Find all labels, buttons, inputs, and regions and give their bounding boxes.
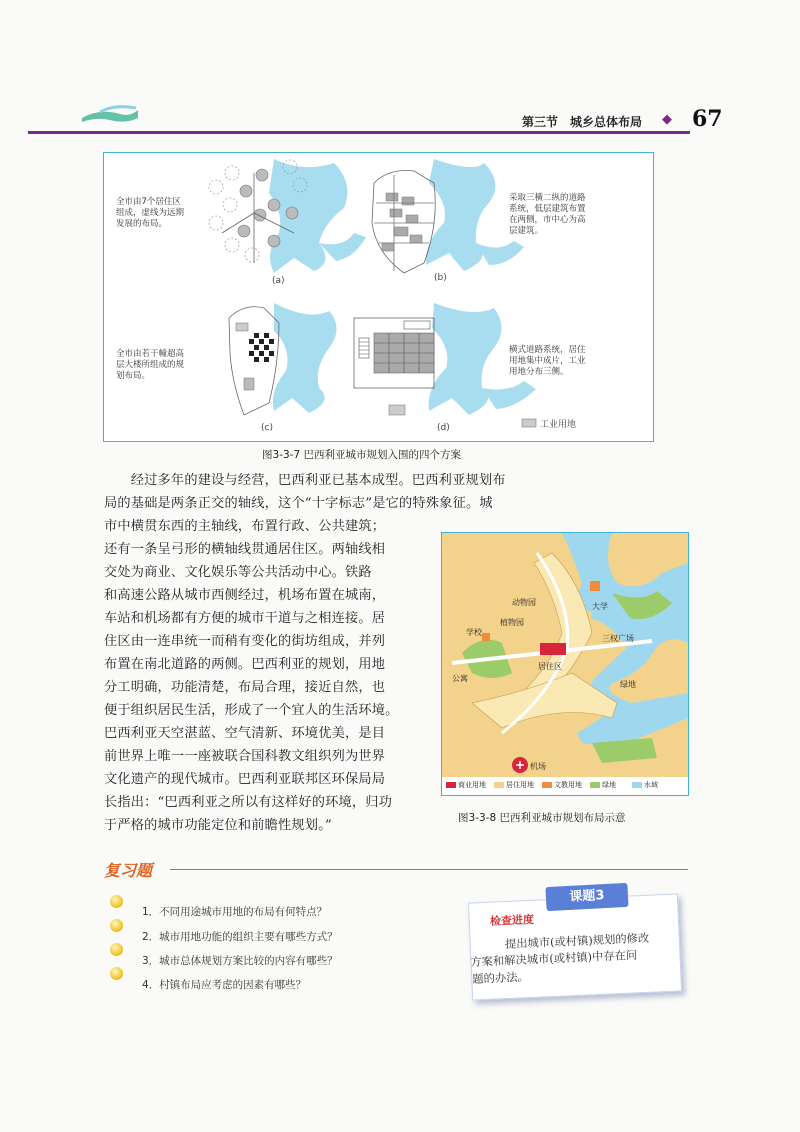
legend-swatch [446, 782, 456, 788]
plan-a [209, 159, 366, 273]
paragraph-line: 便于组织居民生活，形成了一个宜人的生活环境。 [104, 703, 399, 718]
map-label-airport: 机场 [530, 762, 546, 771]
map-label-botanic: 植物园 [500, 618, 524, 627]
task-line: 提出城市(或村镇)规划的修改 [482, 931, 650, 952]
header-decoration [80, 104, 140, 126]
map-label-school: 学校 [466, 628, 482, 637]
figure-four-plans [103, 152, 654, 442]
map-label-residential: 居住区 [538, 662, 562, 671]
task-line: 方案和解决城市(或村镇)中存在问 [470, 948, 638, 969]
legend-swatch [494, 782, 504, 788]
plan-c-note: 全市由若干幢超高 层大楼所组成的规 划布局。 [116, 349, 185, 381]
map-label-zoo: 动物园 [512, 598, 536, 607]
paragraph-line: 于严格的城市功能定位和前瞻性规划。” [104, 818, 332, 833]
paragraph-line: 局的基础是两条正交的轴线，这个“十字标志”是它的特殊象征。城 [104, 496, 493, 511]
review-question: 4．村镇布局应考虑的因素有哪些？ [142, 979, 307, 991]
paragraph-line: 分工明确，功能清楚，布局合理，接近自然，也 [104, 680, 386, 695]
bullet-icon [110, 967, 123, 980]
task-heading: 检查进度 [489, 913, 535, 928]
legend-swatch [632, 782, 642, 788]
page-number: 67 [692, 106, 723, 132]
review-rule [170, 869, 688, 870]
paragraph-line: 车站和机场都有方便的城市干道与之相连接。居 [104, 611, 386, 626]
plan-d-note: 横式道路系统，居住 用地集中成片，工业 用地分布三侧。 [509, 345, 586, 377]
map-label-university: 大学 [592, 602, 608, 611]
paragraph-line: 交处为商业、文化娱乐等公共活动中心。铁路 [104, 565, 372, 580]
map-label-expo: 三权广场 [602, 634, 634, 643]
industrial-legend-swatch [522, 419, 536, 427]
plan-c-label: (c) [261, 423, 273, 433]
task-tab: 课题3 [545, 883, 628, 911]
figure2-caption: 图3-3-8 巴西利亚城市规划布局示意 [458, 812, 626, 824]
paragraph-line: 长指出：“巴西利亚之所以有这样好的环境，归功 [104, 795, 393, 810]
review-title: 复习题 [104, 861, 153, 880]
figure1-caption: 图3-3-7 巴西利亚城市规划入围的四个方案 [262, 449, 461, 461]
map-legend [442, 777, 688, 795]
map-drawing [442, 533, 688, 795]
plan-d-label: (d) [437, 423, 450, 433]
paragraph-line: 和高速公路从城市西侧经过，机场布置在城南， [104, 588, 386, 603]
paragraph-line: 巴西利亚天空湛蓝、空气清新、环境优美，是目 [104, 726, 386, 741]
legend-swatch [542, 782, 552, 788]
paragraph-line: 前世界上唯一一座被联合国科教文组织列为世界 [104, 749, 386, 764]
paragraph-line: 文化遗产的现代城市。巴西利亚联邦区环保局局 [104, 772, 386, 787]
legend-label: 水域 [644, 781, 658, 789]
map-label-terrace: 公寓 [452, 674, 468, 683]
plan-a-note: 全市由7个居住区 组成，虚线为远期 发展的布局。 [116, 197, 185, 229]
plan-c [229, 303, 337, 415]
task-line: 题的办法。 [472, 970, 530, 986]
review-question: 3．城市总体规划方案比较的内容有哪些？ [142, 955, 338, 967]
plan-b-label: (b) [434, 273, 447, 283]
legend-label: 居住用地 [506, 781, 534, 789]
paragraph-line: 还有一条呈弓形的横轴线贯通居住区。两轴线相 [104, 542, 386, 557]
industrial-legend-label: 工业用地 [540, 420, 577, 430]
header-rule [28, 131, 690, 134]
bullet-icon [110, 943, 123, 956]
section-title: 第三节 城乡总体布局 [522, 115, 643, 129]
review-question: 2．城市用地功能的组织主要有哪些方式？ [142, 931, 338, 943]
legend-label: 文教用地 [554, 781, 582, 789]
bullet-icon [110, 919, 123, 932]
paragraph-line: 市中横贯东西的主轴线，布置行政、公共建筑； [104, 519, 386, 534]
paragraph-line: 经过多年的建设与经营，巴西利亚已基本成型。巴西利亚规划布 [104, 473, 506, 488]
paragraph-line: 住区由一连串统一而稍有变化的街坊组成，并列 [104, 634, 386, 649]
bullet-icon [110, 895, 123, 908]
brasilia-plan-map [441, 532, 689, 796]
legend-label: 绿地 [602, 781, 616, 789]
map-label-green: 绿地 [620, 680, 636, 689]
plan-b [372, 159, 524, 273]
plan-b-note: 采取三横二纵的道路 系统，低层建筑布置 在两侧，市中心为高 层建筑。 [509, 193, 586, 236]
plan-a-label: (a) [272, 276, 285, 286]
review-question: 1．不同用途城市用地的布局有何特点？ [142, 906, 328, 918]
legend-swatch [590, 782, 600, 788]
diamond-icon: ◆ [662, 112, 672, 127]
legend-label: 商业用地 [458, 781, 486, 789]
paragraph-line: 布置在南北道路的两侧。巴西利亚的规划，用地 [104, 657, 386, 672]
